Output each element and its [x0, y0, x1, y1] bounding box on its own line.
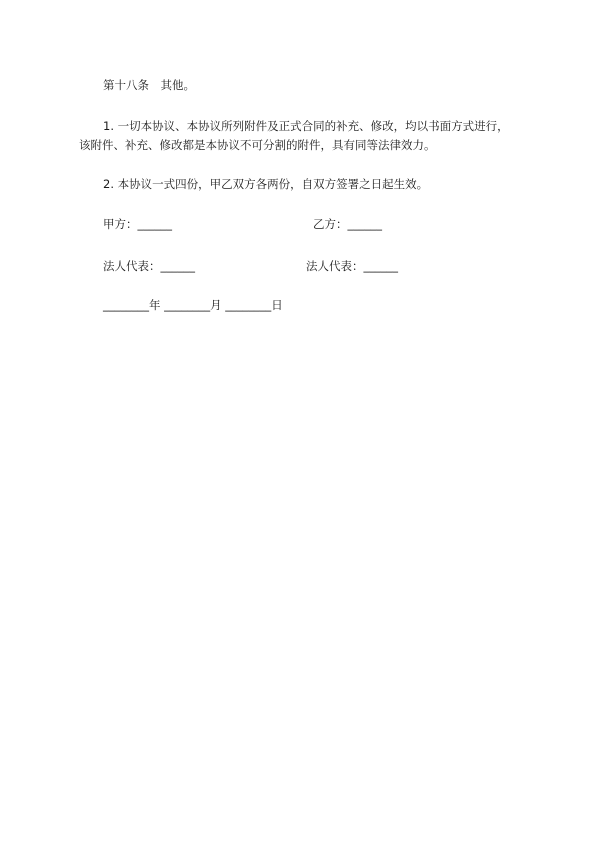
- legal-rep-b-signature: 法人代表：______: [306, 259, 398, 273]
- clause-2: 2. 本协议一式四份，甲乙双方各两份，自双方签署之日起生效。: [103, 177, 429, 191]
- clause-1-line-2: 该附件、补充、修改都是本协议不可分割的附件，具有同等法律效力。: [79, 138, 436, 152]
- date-line: ________年 ________月 ________日: [103, 298, 283, 312]
- party-a-signature: 甲方：______: [103, 217, 172, 231]
- party-b-signature: 乙方：______: [313, 217, 382, 231]
- legal-rep-a-signature: 法人代表：______: [103, 259, 195, 273]
- article-heading: 第十八条 其他。: [103, 78, 195, 92]
- clause-1-line-1: 1. 一切本协议、本协议所列附件及正式合同的补充、修改，均以书面方式进行，: [103, 119, 509, 133]
